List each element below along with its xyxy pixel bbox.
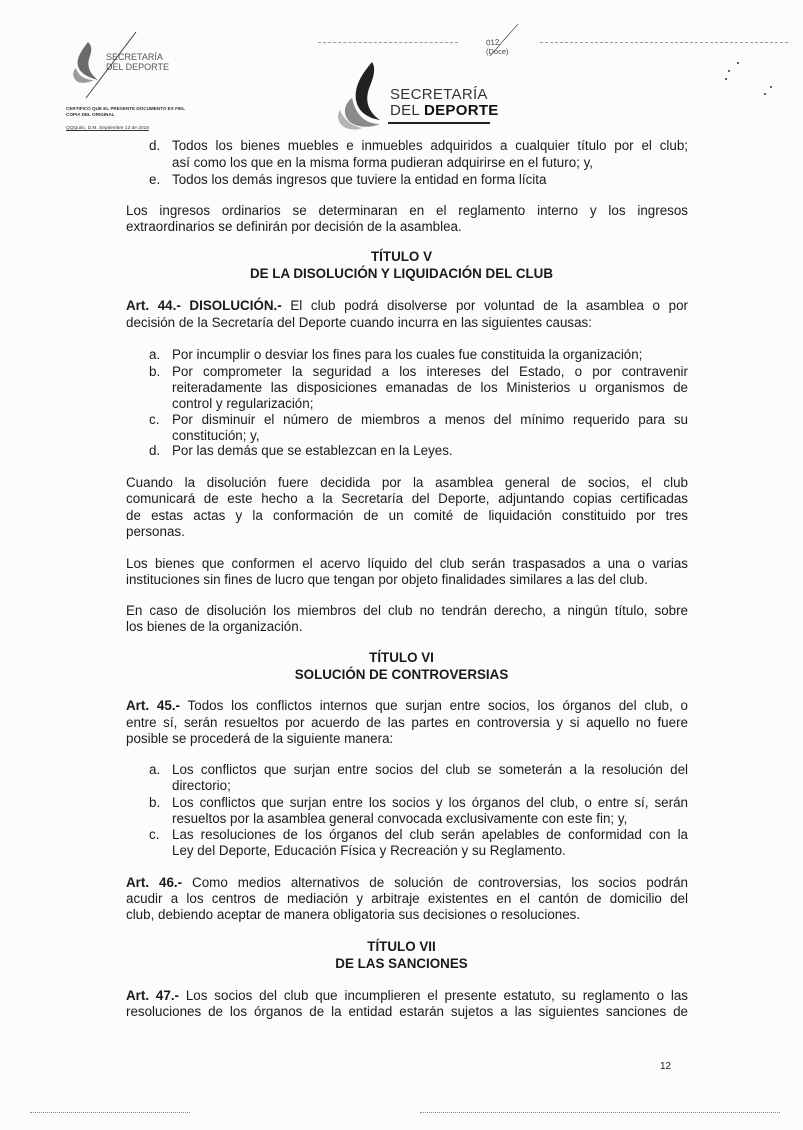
paragraph-line: comunicará de este hecho a la Secretaría del Deporte, adjuntando copias certificadas <box>126 491 688 506</box>
scan-speck <box>728 70 730 72</box>
list-item-line: Por disminuir el número de miembros a menos del mínimo requerido para su <box>172 412 688 427</box>
list-item-line: Todos los demás ingresos que tuviere la entidad en forma lícita <box>172 172 547 187</box>
list-letter: d. <box>149 443 161 458</box>
signature-icon <box>78 30 138 100</box>
section-title: TÍTULO VI <box>369 650 434 665</box>
paragraph-line: extraordinarios se definirán por decisión de la asamblea. <box>126 219 462 234</box>
logo-subtitle: DEL DEPORTE <box>390 102 499 119</box>
scan-speck <box>770 86 772 88</box>
list-item-line: constitución; y, <box>172 428 260 443</box>
scan-rule <box>318 42 458 43</box>
list-letter: d. <box>149 138 161 153</box>
article-45-line: Art. 45.- Todos los conflictos internos que surjan entre socios, los órganos del club, o <box>126 698 688 713</box>
logo-title: SECRETARÍA <box>390 86 488 103</box>
folio-number: 012 <box>485 37 500 48</box>
scan-speck <box>764 93 766 95</box>
article-46-line: acudir a los centros de mediación y arbitraje existentes en el cantón de domicilio del <box>126 891 688 906</box>
article-47-line: resoluciones de los órganos de la entidad estarán sujetos a las siguientes sanciones de <box>126 1004 688 1019</box>
list-item-line: Los conflictos que surjan entre los socios y los órganos del club, o entre sí, serán <box>172 795 688 810</box>
paragraph-line: En caso de disolución los miembros del club no tendrán derecho, a ningún título, sobre <box>126 603 688 618</box>
article-45-line: posible se procederá de la siguiente manera: <box>126 731 394 746</box>
list-item-line: Todos los bienes muebles e inmuebles adquiridos a cualquier título por el club; <box>172 138 688 153</box>
list-item-line: Las resoluciones de los órganos del club serán apelables de conformidad con la <box>172 827 688 842</box>
section-subtitle: DE LA DISOLUCIÓN Y LIQUIDACIÓN DEL CLUB <box>249 266 554 281</box>
article-47-line: Art. 47.- Los socios del club que incumplieren el presente estatuto, su reglamento o las <box>126 988 689 1003</box>
page-number: 12 <box>660 1061 672 1072</box>
list-letter: a. <box>149 762 161 777</box>
paragraph-line: instituciones sin fines de lucro que tengan por objeto finalidades similares a las del club. <box>126 572 648 587</box>
article-44-line: Art. 44.- DISOLUCIÓN.- El club podrá disolverse por voluntad de la asamblea o por <box>126 298 688 313</box>
paragraph-line: Los bienes que conformen el acervo líquido del club serán traspasados a una o varias <box>126 556 688 571</box>
stamp-date: QQQuito, D.M. Septiembre 13 de 2018 <box>66 126 149 131</box>
scan-speck <box>737 62 739 64</box>
list-item-line: resueltos por la asamblea general convocada exclusivamente con este fin; y, <box>172 811 628 826</box>
paragraph-line: Cuando la disolución fuere decidida por la asamblea general de socios, el club <box>126 475 688 490</box>
section-subtitle: SOLUCIÓN DE CONTROVERSIAS <box>294 667 509 682</box>
paragraph-line: de estas actas y la conformación de un comité de liquidación constituido por tres <box>126 508 688 523</box>
list-item-line: así como los que en la misma forma pudieran adquirirse en el futuro; y, <box>172 155 594 170</box>
stamp-logo-text: SECRETARÍA <box>106 52 163 62</box>
list-item-line: control y regularización; <box>172 396 314 411</box>
list-item-line: Por incumplir o desviar los fines para los cuales fue constituida la organización; <box>172 347 643 362</box>
list-item-line: Los conflictos que surjan entre socios del club se someterán a la resolución del <box>172 762 688 777</box>
list-letter: b. <box>149 364 161 379</box>
section-title: TÍTULO VII <box>367 939 436 954</box>
list-item-line: directorio; <box>172 778 231 793</box>
list-item-line: Por las demás que se establezcan en la Leyes. <box>172 443 453 458</box>
list-letter: c. <box>149 827 160 842</box>
stamp-logo-text: DEL DEPORTE <box>106 62 170 72</box>
scan-rule <box>30 1112 190 1113</box>
article-46-line: club, debiendo aceptar de manera obligatoria sus decisiones o resoluciones. <box>126 907 581 922</box>
section-title: TÍTULO V <box>371 249 432 264</box>
list-item-line: reiteradamente las disposiciones emanadas de los Ministerios u organismos de <box>172 380 688 395</box>
scan-rule <box>420 1112 780 1113</box>
list-item-line: Por comprometer la seguridad a los intereses del Estado, o por contravenir <box>172 364 688 379</box>
list-letter: c. <box>149 412 160 427</box>
paragraph-line: Los ingresos ordinarios se determinaran en el reglamento interno y los ingresos <box>126 203 688 218</box>
section-subtitle: DE LAS SANCIONES <box>335 956 468 971</box>
certify-stamp: CERTIFICO QUE EL PRESENTE DOCUMENTO ES FIEL COPIA DEL ORIGINAL <box>66 106 185 117</box>
folio-word: (Doce) <box>486 47 509 56</box>
article-46-line: Art. 46.- Como medios alternativos de solución de controversias, los socios podrán <box>126 875 688 890</box>
list-letter: a. <box>149 347 161 362</box>
scan-speck <box>725 78 727 80</box>
article-45-line: entre sí, serán resueltos por acuerdo de las partes en controversia y si aquello no fuere <box>126 715 688 730</box>
paragraph-line: personas. <box>126 524 185 539</box>
paragraph-line: los bienes de la organización. <box>126 619 303 634</box>
scan-rule <box>540 42 788 43</box>
list-item-line: Ley del Deporte, Educación Física y Recreación y su Reglamento. <box>172 843 566 858</box>
list-letter: b. <box>149 795 161 810</box>
article-44-line: decisión de la Secretaría del Deporte cuando incurra en las siguientes causas: <box>126 315 592 330</box>
logo-rule <box>388 122 490 124</box>
list-letter: e. <box>149 172 161 187</box>
